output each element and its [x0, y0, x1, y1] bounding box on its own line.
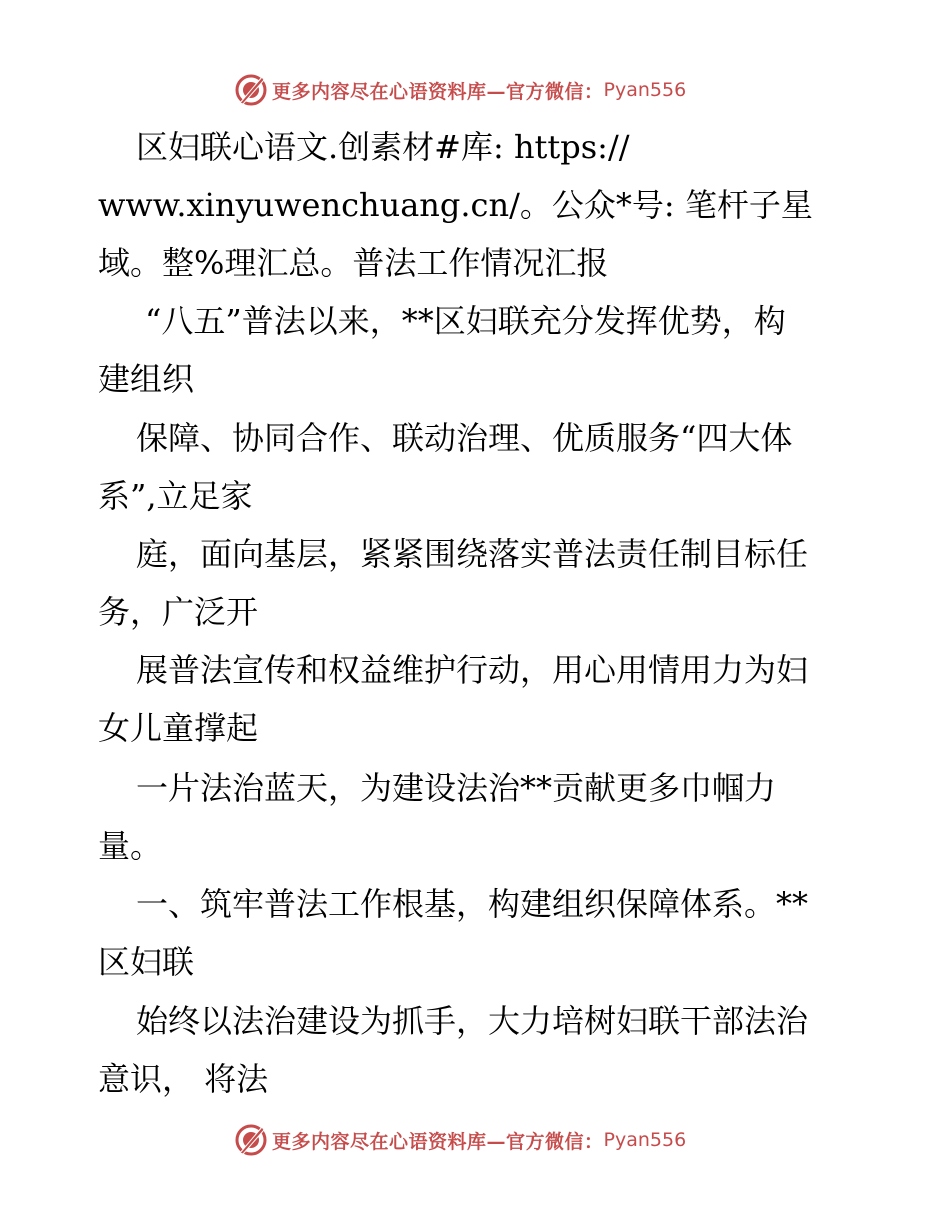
footer-watermark-banner: [0, 1120, 950, 1160]
text-line: 意识， 将法: [98, 1060, 269, 1098]
text-line: 展普法宣传和权益维护行动，用心用情用力为妇: [136, 651, 809, 689]
header-watermark-banner: [0, 70, 950, 110]
banner-text: 更多内容尽在心语资料库—官方微信：: [272, 80, 604, 103]
text-line: 建组织: [98, 360, 195, 398]
text-line: 庭，面向基层，紧紧围绕落实普法责任制目标任: [136, 535, 809, 573]
text-line: www.xinyuwenchuang.cn/。公众*号: 笔杆子星: [98, 186, 813, 224]
text-line: 区妇联心语文.创素材#库: https://: [136, 128, 630, 166]
text-line: 一片法治蓝天，为建设法治**贡献更多巾帼力: [136, 769, 777, 807]
text-line: 量。: [98, 827, 163, 865]
text-line: 一、筑牢普法工作根基，构建组织保障体系。**: [136, 885, 809, 923]
text-line: 始终以法治建设为抓手，大力培树妇联干部法治: [136, 1002, 809, 1040]
quill-logo-icon: [234, 1123, 268, 1157]
banner-text: 更多内容尽在心语资料库—官方微信：: [272, 1130, 604, 1153]
banner-wechat-id: Pyan556: [603, 1129, 687, 1151]
text-line: 系”,立足家: [98, 477, 253, 515]
text-line: 域。整%理汇总。普法工作情况汇报: [98, 244, 609, 282]
quill-logo-icon: [234, 73, 268, 107]
text-line: “八五”普法以来，**区妇联充分发挥优势，构: [145, 302, 786, 340]
banner-wechat-id: Pyan556: [603, 79, 687, 101]
text-line: 务，广泛开: [98, 593, 259, 631]
text-line: 保障、协同合作、联动治理、优质服务“四大体: [136, 419, 793, 457]
text-line: 区妇联: [98, 943, 195, 981]
text-line: 女儿童撑起: [98, 709, 259, 747]
